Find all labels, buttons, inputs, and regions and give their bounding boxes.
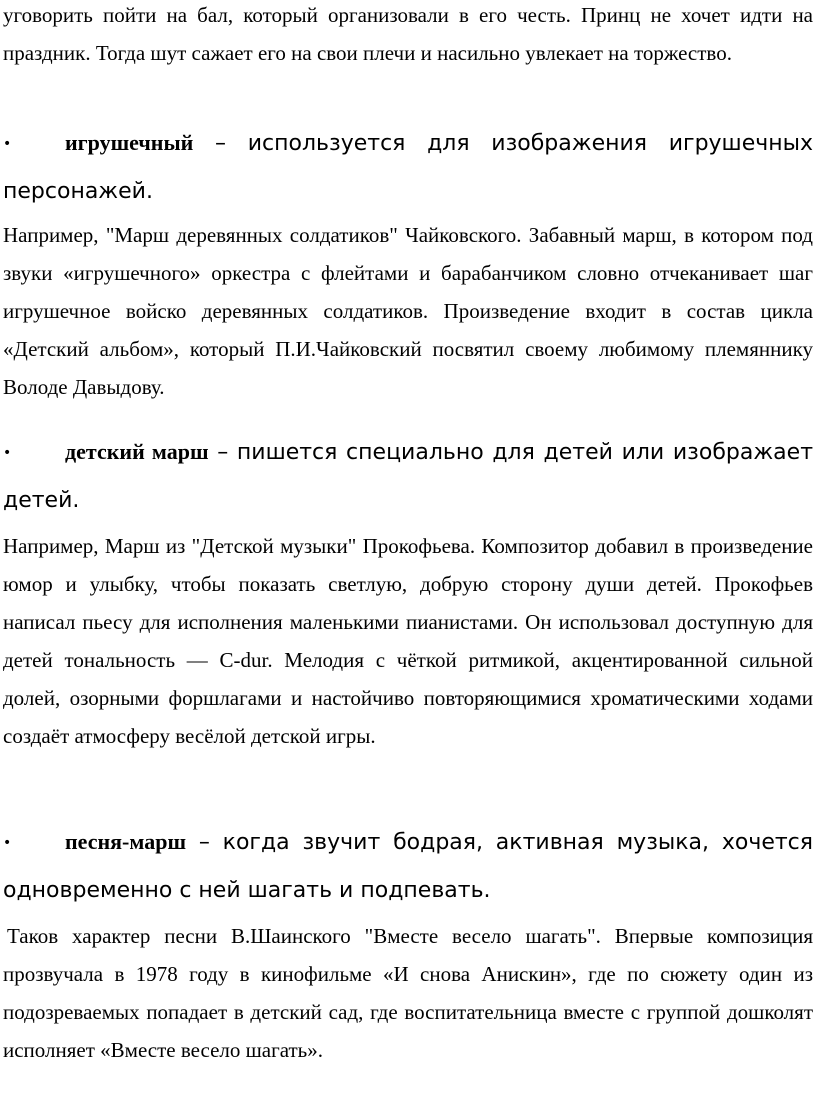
example-paragraph-toy: Например, "Марш деревянных солдатиков" Чайковского. Забавный марш, в котором под звуки «игрушечного» оркестра с флейтами и барабанчиком словно отчеканивает шаг игрушечное войско деревянных солдатиков. Произведение входит в состав цикла «Детский альбом», который П.И.Чайковский посвятил своему любимому племяннику Володе Давыдову. bbox=[3, 223, 813, 399]
example-paragraph-children: Например, Марш из "Детской музыки" Прокофьева. Композитор добавил в произведение юмор и улыбку, чтобы показать светлую, добрую сторону души детей. Прокофьев написал пьесу для исполнения маленькими пианистами. Он использовал доступную для детей тональность — C-dur. Мелодия с чёткой ритмикой, акцентированной сильной долей, озорными форшлагами и настойчиво повторяющимися хроматическими ходами создаёт атмосферу весёлой детской игры. bbox=[3, 534, 813, 748]
intro-paragraph: уговорить пойти на бал, который организовали в его честь. Принц не хочет идти на праздник. Тогда шут сажает его на свои плечи и насильно увлекает на торжество. bbox=[3, 3, 813, 65]
bullet-term: игрушечный bbox=[65, 130, 194, 155]
bullet-icon: • bbox=[3, 835, 12, 851]
bullet-term: детский марш bbox=[65, 439, 209, 464]
bullet-item-children bbox=[0, 428, 816, 525]
bullet-definition: – пишется специально для детей или изображает детей. bbox=[3, 440, 814, 513]
example-paragraph-song: Таков характер песни В.Шаинского "Вместе весело шагать". Впервые композиция прозвучала в 1978 году в кинофильме «И снова Анискин», где по сюжету один из подозреваемых попадает в детский сад, где воспитательница вместе с группой дошколят исполняет «Вместе весело шагать». bbox=[3, 924, 813, 1062]
bullet-item-song bbox=[0, 818, 816, 915]
bullet-item-toy bbox=[0, 119, 816, 216]
bullet-term: песня-марш bbox=[65, 829, 187, 854]
bullet-definition: – когда звучит бодрая, активная музыка, хочется одновременно с ней шагать и подпевать. bbox=[3, 830, 813, 903]
bullet-icon: • bbox=[3, 445, 12, 461]
bullet-icon: • bbox=[3, 136, 12, 152]
bullet-definition: – используется для изображения игрушечных персонажей. bbox=[3, 131, 813, 204]
